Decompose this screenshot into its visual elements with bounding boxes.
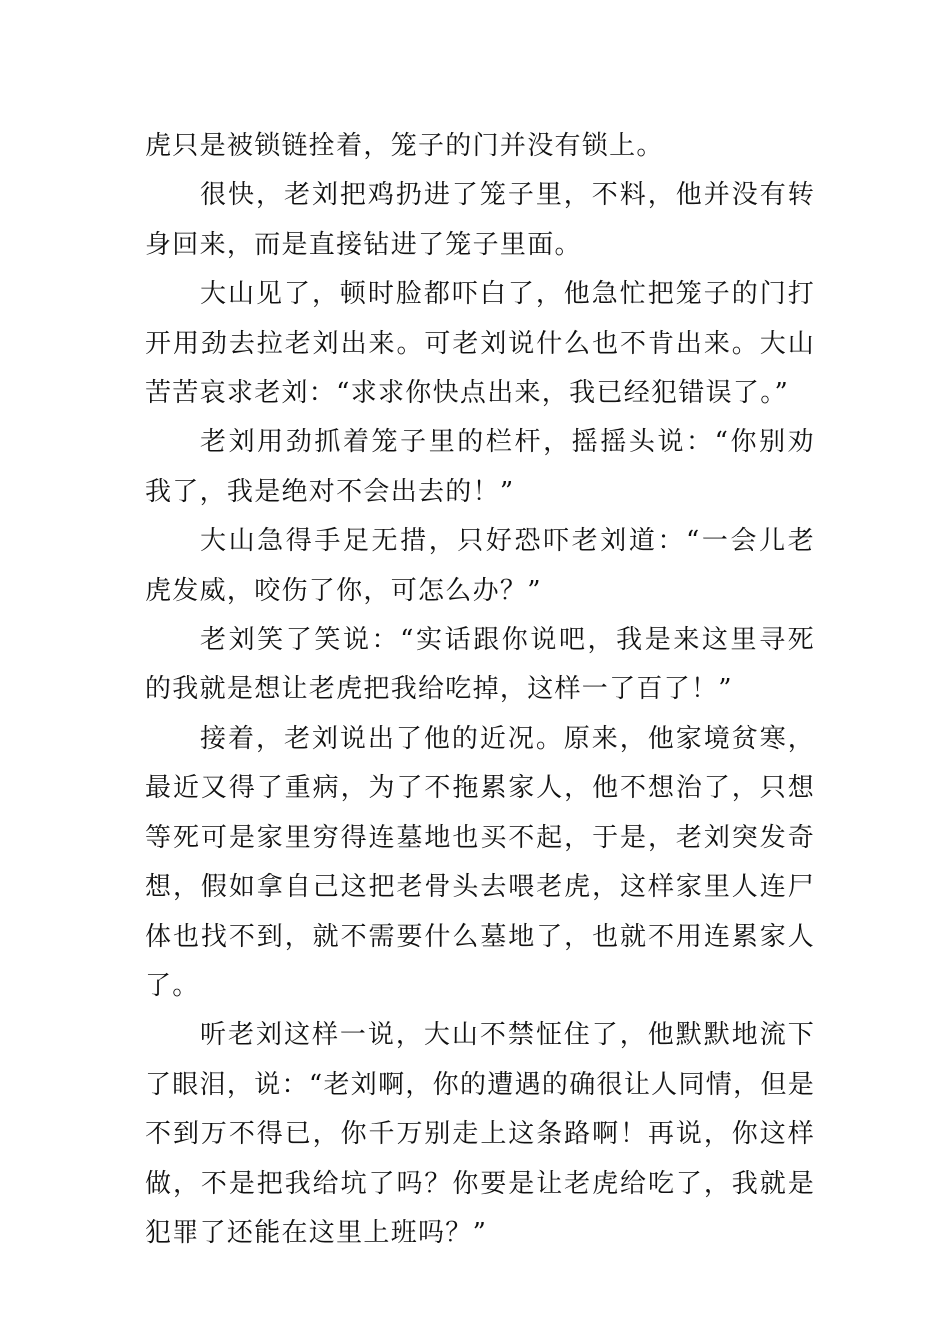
paragraph-2: 很快，老刘把鸡扔进了笼子里，不料，他并没有转身回来，而是直接钻进了笼子里面。 bbox=[145, 180, 815, 260]
paragraph-8: 听老刘这样一说，大山不禁怔住了，他默默地流下了眼泪，说：“老刘啊，你的遭遇的确很让人同情，但是不到万不得已，你千万别走上这条路啊！再说，你这样做，不是把我给坑了吗？你要是让老虎给吃了，我就是犯罪了还能在这里上班吗？” bbox=[145, 1020, 815, 1248]
paragraph-1: 虎只是被锁链拴着，笼子的门并没有锁上。 bbox=[145, 131, 664, 161]
body-text bbox=[145, 122, 815, 1258]
paragraph-7: 接着，老刘说出了他的近况。原来，他家境贫寒，最近又得了重病，为了不拖累家人，他不想治了，只想等死可是家里穷得连墓地也买不起，于是，老刘突发奇想，假如拿自己这把老骨头去喂老虎，这样家里人连尸体也找不到，就不需要什么墓地了，也就不用连累家人了。 bbox=[145, 723, 815, 1001]
paragraph-5: 大山急得手足无措，只好恐吓老刘道：“一会儿老虎发威，咬伤了你，可怎么办？” bbox=[145, 526, 815, 606]
paragraph-3: 大山见了，顿时脸都吓白了，他急忙把笼子的门打开用劲去拉老刘出来。可老刘说什么也不肯出来。大山苦苦哀求老刘：“求求你快点出来，我已经犯错误了。” bbox=[145, 279, 815, 409]
paragraph-4: 老刘用劲抓着笼子里的栏杆，摇摇头说：“你别劝我了，我是绝对不会出去的！” bbox=[145, 427, 815, 507]
paragraph-6: 老刘笑了笑说：“实话跟你说吧，我是来这里寻死的我就是想让老虎把我给吃掉，这样一了百了！” bbox=[145, 625, 815, 705]
